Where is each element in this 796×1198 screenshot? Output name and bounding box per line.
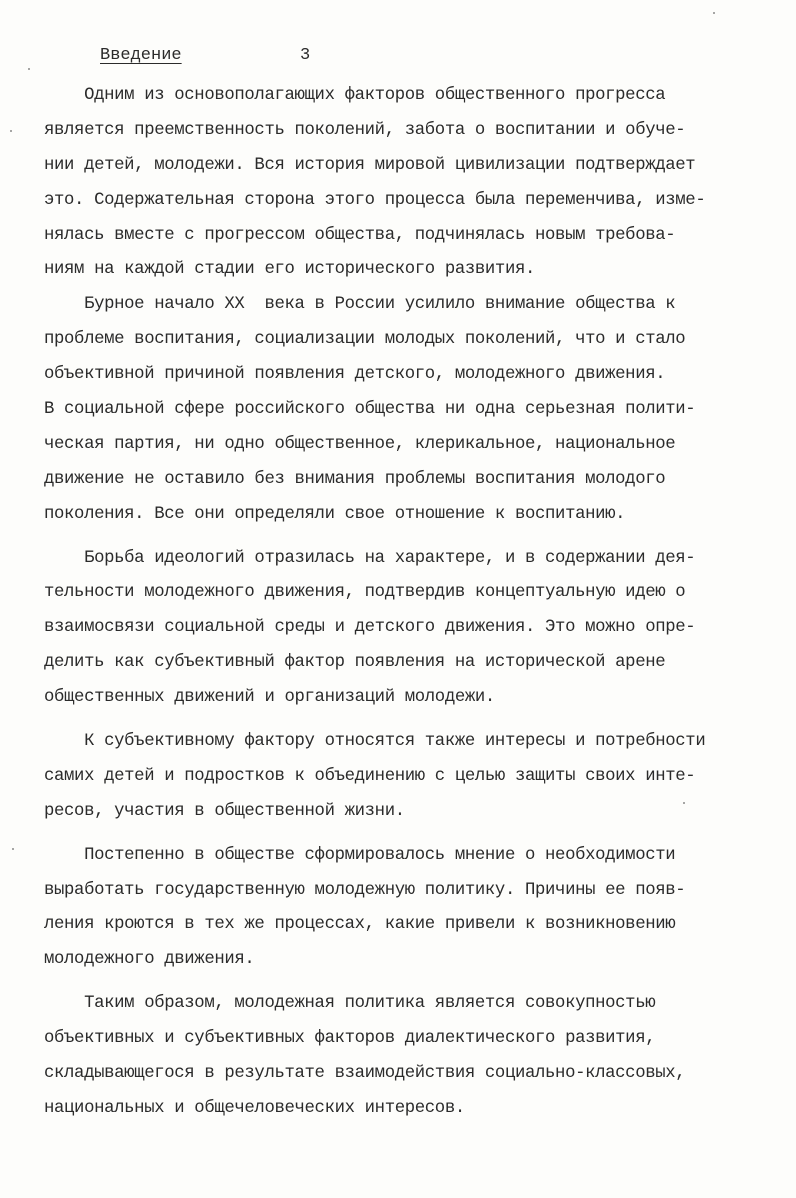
text-line: является преемственность поколений, забота о воспитании и обуче- [44, 120, 686, 140]
text-line: Борьба идеологий отразилась на характере, и в содержании дея- [44, 548, 696, 568]
text-line: В социальной сфере российского общества ни одна серьезная полити- [44, 400, 696, 420]
text-line: делить как субъективный фактор появления на исторической арене [44, 653, 666, 673]
paragraph-4 [44, 725, 754, 830]
text-line: ления кроются в тех же процессах, какие привели к возникновению [44, 915, 676, 935]
section-title: Введение [100, 46, 182, 65]
text-line: общественных движений и организаций молодежи. [44, 688, 495, 708]
text-line: ниям на каждой стадии его исторического развития. [44, 260, 536, 280]
text-line: проблеме воспитания, социализации молодых поколений, что и стало [44, 330, 686, 350]
text-line: Бурное начало XX века в России усилило внимание общества к [44, 295, 676, 315]
text-line: Постепенно в обществе сформировалось мнение о необходимости [44, 845, 676, 865]
page-number: 3 [300, 46, 311, 65]
paragraph-5 [44, 839, 754, 979]
text-line: национальных и общечеловеческих интересов. [44, 1098, 465, 1118]
text-line: молодежного движения. [44, 950, 255, 970]
text-line: складывающегося в результате взаимодействия социально-классовых, [44, 1064, 686, 1084]
body-text [44, 79, 754, 1127]
page-header [100, 42, 400, 70]
scan-speck [683, 802, 685, 804]
text-line: Таким образом, молодежная политика является совокупностью [44, 994, 656, 1014]
text-line: выработать государственную молодежную политику. Причины ее появ- [44, 880, 686, 900]
scan-speck [713, 12, 715, 14]
paragraph-6 [44, 987, 754, 1127]
text-line: объективных и субъективных факторов диалектического развития, [44, 1029, 656, 1049]
text-line: объективной причиной появления детского, молодежного движения. [44, 365, 666, 385]
text-line: взаимосвязи социальной среды и детского движения. Это можно опре- [44, 618, 696, 638]
scan-speck [28, 68, 30, 70]
paragraph-2 [44, 288, 754, 532]
text-line: нялась вместе с прогрессом общества, подчинялась новым требова- [44, 225, 676, 245]
text-line: ческая партия, ни одно общественное, клерикальное, национальное [44, 434, 676, 454]
text-line: самих детей и подростков к объединению с целью защиты своих инте- [44, 766, 696, 786]
text-line: ресов, участия в общественной жизни. [44, 801, 405, 821]
scan-speck [12, 848, 14, 850]
text-line: это. Содержательная сторона этого процесса была переменчива, изме- [44, 190, 706, 210]
text-line: нии детей, молодежи. Вся история мировой цивилизации подтверждает [44, 155, 696, 175]
paragraph-3 [44, 542, 754, 716]
text-line: поколения. Все они определяли свое отношение к воспитанию. [44, 504, 626, 524]
scan-speck [10, 130, 12, 132]
text-line: Одним из основополагающих факторов общественного прогресса [44, 86, 666, 105]
text-line: К субъективному фактору относятся также интересы и потребности [44, 732, 706, 752]
text-line: движение не оставило без внимания проблемы воспитания молодого [44, 469, 666, 489]
paragraph-1 [44, 79, 754, 288]
text-line: тельности молодежного движения, подтвердив концептуальную идею о [44, 583, 686, 603]
